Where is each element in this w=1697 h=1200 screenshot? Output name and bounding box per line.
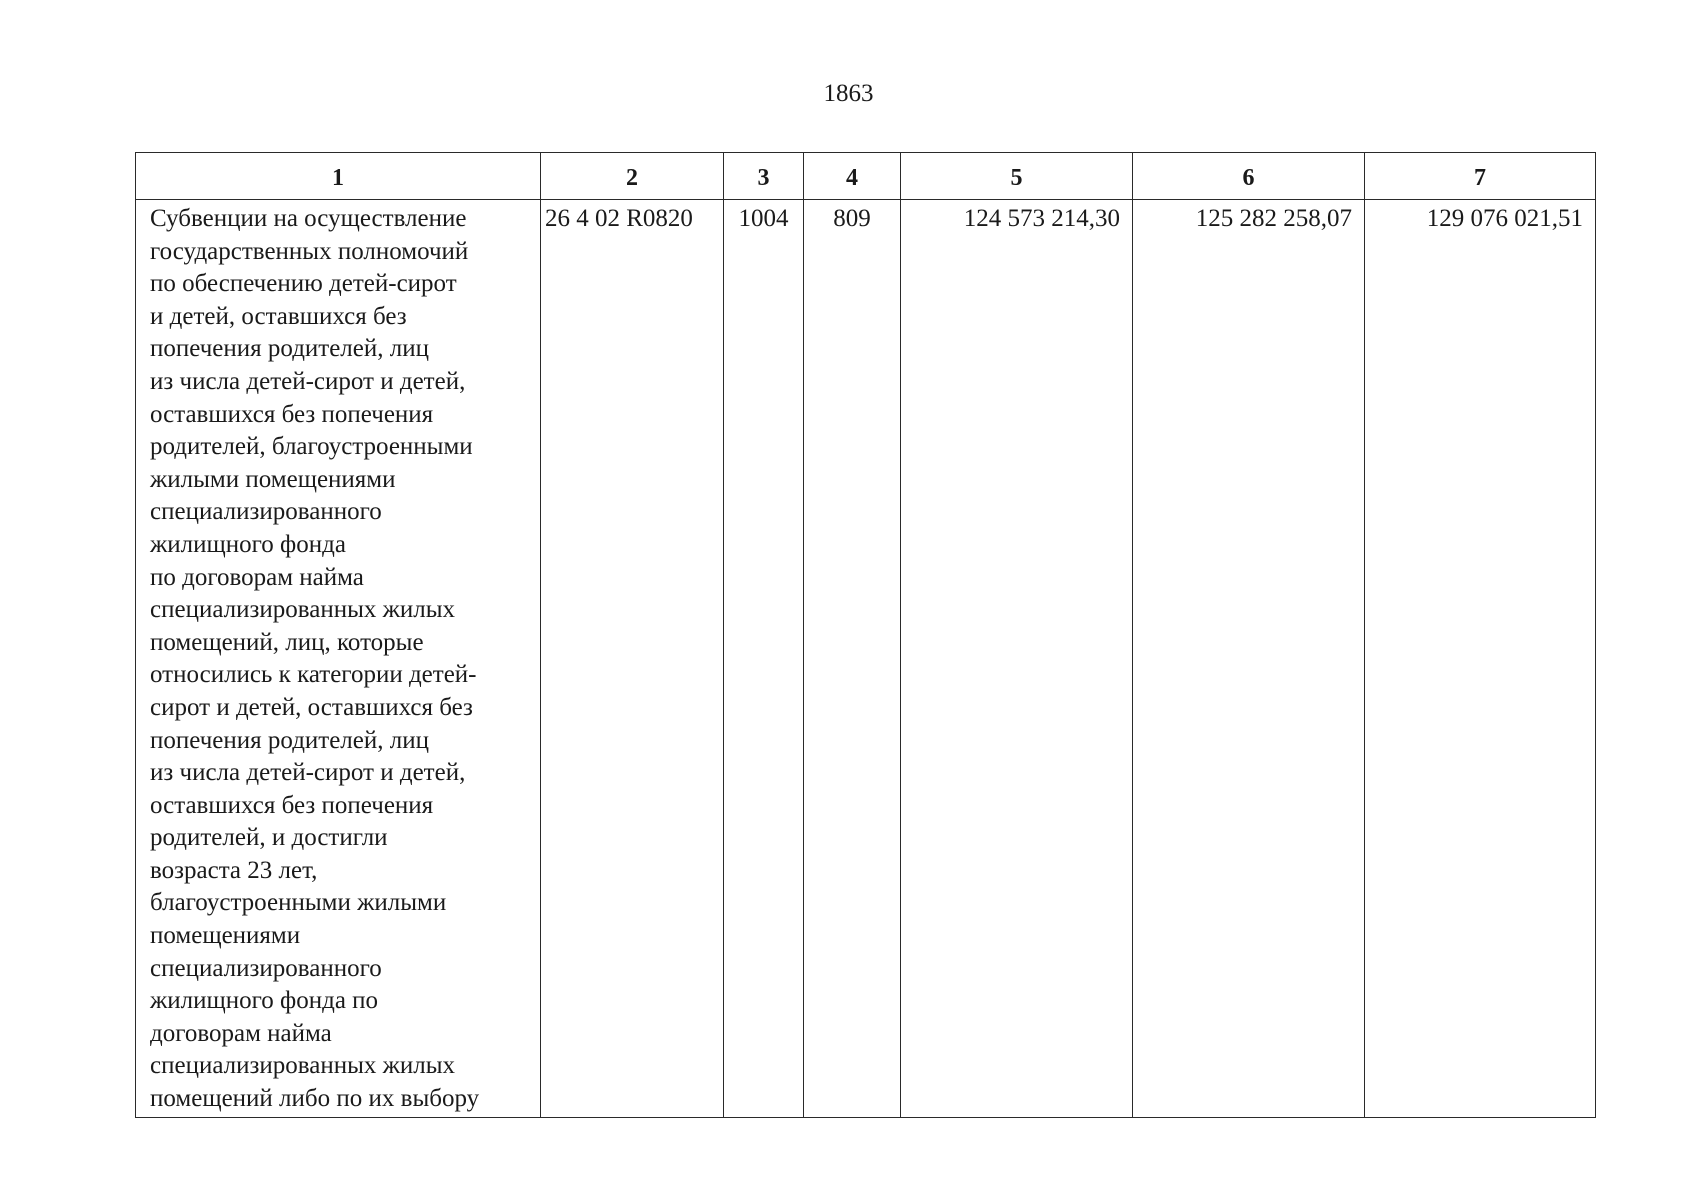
table-header-row bbox=[136, 153, 1596, 200]
description-line: попечения родителей, лиц bbox=[150, 726, 429, 754]
description-line: государственных полномочий bbox=[150, 237, 469, 265]
expense-type-cell bbox=[804, 200, 901, 1118]
description-line: по обеспечению детей-сирот bbox=[150, 270, 457, 298]
amount-1: 124 573 214,30 bbox=[963, 205, 1120, 232]
description-line: возраста 23 лет, bbox=[150, 856, 318, 884]
description-line: по договорам найма bbox=[150, 563, 364, 591]
description-cell bbox=[136, 200, 541, 1118]
column-header-5: 5 bbox=[901, 153, 1133, 200]
amount-2: 125 282 258,07 bbox=[1195, 205, 1352, 232]
description-line: жилищного фонда по bbox=[150, 987, 379, 1015]
column-header-7: 7 bbox=[1365, 153, 1596, 200]
column-header-6: 6 bbox=[1133, 153, 1365, 200]
column-header-4: 4 bbox=[804, 153, 901, 200]
column-header-2: 2 bbox=[541, 153, 724, 200]
description-line: из числа детей-сирот и детей, bbox=[150, 759, 466, 787]
amount-1-cell bbox=[901, 200, 1133, 1118]
description-line: специализированного bbox=[150, 498, 382, 526]
description-line: помещений, лиц, которые bbox=[150, 628, 424, 656]
description-line: специализированных жилых bbox=[150, 1052, 456, 1080]
description-line: специализированного bbox=[150, 954, 382, 982]
description-line: попечения родителей, лиц bbox=[150, 335, 429, 363]
budget-table bbox=[135, 152, 1596, 1118]
description-line: договорам найма bbox=[150, 1019, 332, 1047]
description-line: из числа детей-сирот и детей, bbox=[150, 367, 466, 395]
expense-type-code: 809 bbox=[833, 205, 871, 232]
code-cell bbox=[541, 200, 724, 1118]
description-line: помещений либо по их выбору bbox=[150, 1085, 480, 1113]
section-cell bbox=[724, 200, 804, 1118]
description-line: специализированных жилых bbox=[150, 596, 456, 624]
table-row bbox=[136, 200, 1596, 1118]
description-line: оставшихся без попечения bbox=[150, 400, 434, 428]
description-text bbox=[136, 200, 540, 1116]
classification-code: 26 4 02 R0820 bbox=[545, 205, 693, 232]
amount-3-cell bbox=[1365, 200, 1596, 1118]
description-line: Субвенции на осуществление bbox=[150, 205, 467, 232]
description-line: жилищного фонда bbox=[150, 530, 346, 558]
description-line: относились к категории детей- bbox=[150, 661, 477, 689]
amount-2-cell bbox=[1133, 200, 1365, 1118]
description-line: жилыми помещениями bbox=[150, 465, 396, 493]
page-number: 1863 bbox=[823, 80, 874, 107]
column-header-1: 1 bbox=[136, 153, 541, 200]
column-header-3: 3 bbox=[724, 153, 804, 200]
section-code: 1004 bbox=[738, 205, 789, 232]
description-line: оставшихся без попечения bbox=[150, 791, 434, 819]
description-line: сирот и детей, оставшихся без bbox=[150, 693, 473, 721]
description-line: благоустроенными жилыми bbox=[150, 889, 447, 917]
amount-3: 129 076 021,51 bbox=[1426, 205, 1583, 232]
description-line: и детей, оставшихся без bbox=[150, 302, 407, 330]
description-line: помещениями bbox=[150, 922, 301, 950]
description-line: родителей, и достигли bbox=[150, 824, 388, 852]
description-line: родителей, благоустроенными bbox=[150, 433, 473, 461]
